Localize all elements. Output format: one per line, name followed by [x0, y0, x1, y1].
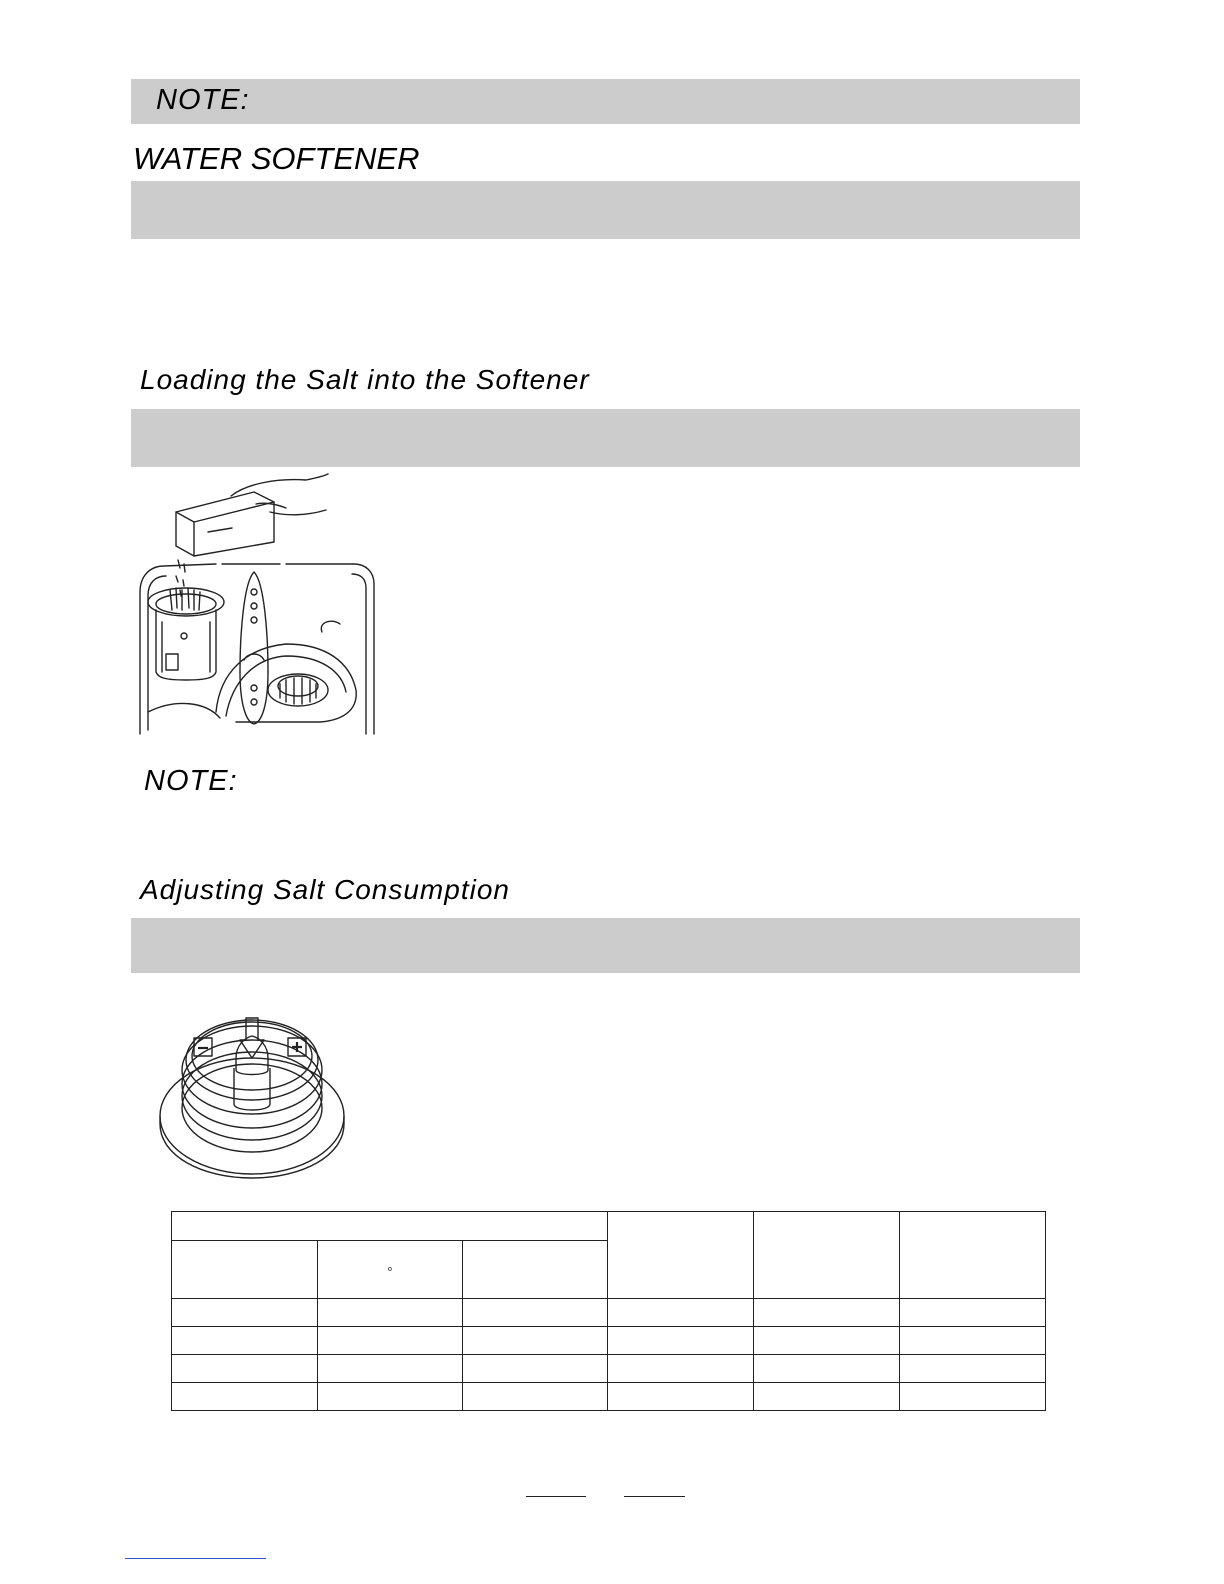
adjusting-salt-bar	[131, 918, 1080, 973]
table-cell	[463, 1299, 608, 1327]
table-cell	[172, 1383, 318, 1411]
table-row	[172, 1299, 1046, 1327]
table-cell	[608, 1327, 754, 1355]
table-cell	[608, 1383, 754, 1411]
table-cell	[754, 1355, 900, 1383]
salt-loading-illustration	[136, 472, 380, 738]
loading-salt-title: Loading the Salt into the Softener	[140, 364, 590, 395]
footer-rule-left	[526, 1496, 586, 1497]
note-label-middle: NOTE:	[144, 765, 238, 797]
table-cell	[463, 1383, 608, 1411]
table-cell	[900, 1355, 1046, 1383]
table-subheader-cell	[463, 1241, 608, 1299]
table-cell	[608, 1355, 754, 1383]
table-header-cell	[608, 1212, 754, 1299]
table-cell	[463, 1355, 608, 1383]
adjusting-salt-title: Adjusting Salt Consumption	[140, 874, 510, 905]
table-subheader-cell	[318, 1241, 463, 1299]
table-cell	[318, 1383, 463, 1411]
note-bar-top	[131, 79, 1080, 124]
footer-rule-right	[624, 1496, 685, 1497]
degree-mark: o	[388, 1266, 392, 1273]
note-label-top: NOTE:	[156, 84, 250, 116]
loading-salt-bar	[131, 409, 1080, 467]
table-header-cell	[172, 1212, 608, 1241]
table-header-cell	[754, 1212, 900, 1299]
table-subheader-cell	[172, 1241, 318, 1299]
softener-dial-illustration	[156, 1012, 348, 1180]
table-cell	[754, 1299, 900, 1327]
table-cell	[463, 1327, 608, 1355]
table-cell	[900, 1327, 1046, 1355]
table-cell	[900, 1383, 1046, 1411]
table-row	[172, 1327, 1046, 1355]
table-cell	[318, 1355, 463, 1383]
table-header-row	[172, 1212, 1046, 1241]
table-cell	[754, 1327, 900, 1355]
table-cell	[754, 1383, 900, 1411]
table-cell	[172, 1299, 318, 1327]
table-row	[172, 1355, 1046, 1383]
table-cell	[608, 1299, 754, 1327]
water-softener-title: WATER SOFTENER	[133, 141, 420, 176]
water-hardness-table	[171, 1211, 1046, 1411]
table-row	[172, 1383, 1046, 1411]
table-cell	[172, 1355, 318, 1383]
table-cell	[318, 1299, 463, 1327]
table-cell	[900, 1299, 1046, 1327]
table-header-cell	[900, 1212, 1046, 1299]
table-cell	[172, 1327, 318, 1355]
table-cell	[318, 1327, 463, 1355]
footer-link-underline	[125, 1558, 266, 1559]
water-softener-bar	[131, 181, 1080, 239]
